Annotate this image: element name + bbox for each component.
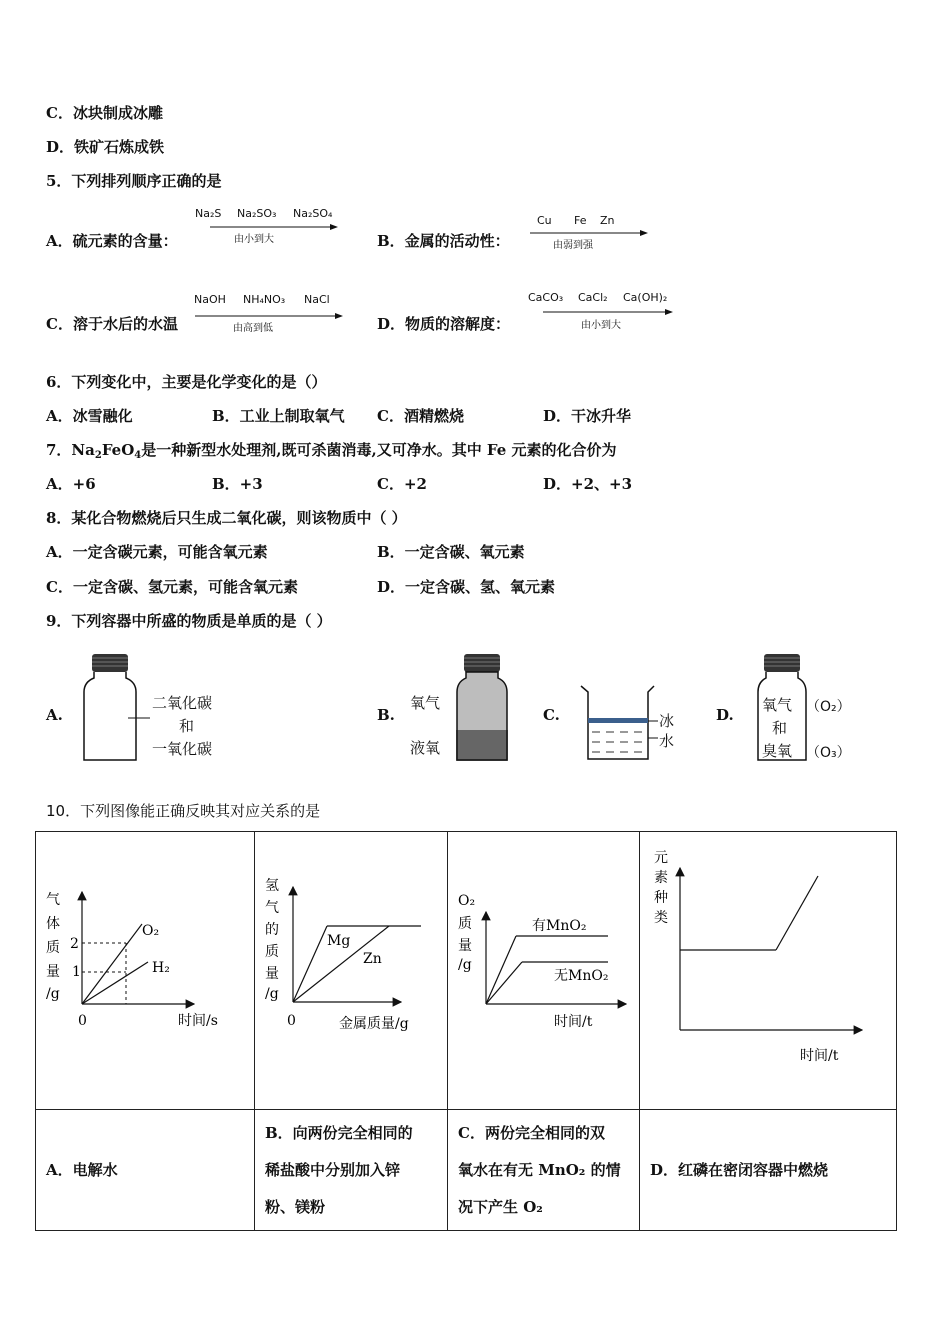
q5-option-c-label: C．溶于水后的水温: [46, 315, 178, 333]
q8-option-a: A．一定含碳元素，可能含氧元素: [46, 543, 268, 561]
q10-a-series-h2: H₂: [152, 960, 170, 976]
q10-graph-c: [448, 832, 639, 1105]
q10-c-ylabel-char: O₂: [458, 893, 476, 909]
q7-stem-part: FeO: [101, 441, 135, 459]
q5-c-arrow-label: 由高到低: [233, 323, 273, 334]
q7-option-d: D．+2、+3: [543, 475, 633, 493]
q6-stem: 6．下列变化中，主要是化学变化的是（）: [46, 373, 327, 391]
q10-b-ylabel-char: 的: [265, 922, 279, 938]
q10-b-series-mg: Mg: [327, 933, 351, 949]
q10-c-ylabel-char: /g: [458, 957, 472, 973]
q10-a-xlabel: 时间/s: [178, 1013, 218, 1029]
q9-d-line1: 氧气: [762, 696, 793, 714]
q10-caption-c-line: C．两份完全相同的双: [458, 1123, 605, 1142]
q10-graph-table: [35, 831, 897, 1231]
q7-option-a: A．+6: [46, 475, 96, 493]
q5-b-arrow-label: 由弱到强: [553, 240, 593, 251]
q10-a-origin: 0: [78, 1013, 87, 1029]
q5-b-item-2: Fe: [574, 214, 587, 227]
q10-caption-d: D．红磷在密闭容器中燃烧: [640, 1110, 897, 1231]
q10-a-tick-2: 2: [70, 936, 79, 952]
q10-graph-b-cell: [255, 832, 448, 1110]
q10-b-ylabel-char: 氢: [265, 878, 279, 894]
q9-d-line3: 臭氧: [762, 742, 793, 760]
q10-c-xlabel: 时间/t: [554, 1014, 593, 1030]
q9-option-c-label: C.: [543, 706, 560, 724]
q6-option-c: C．酒精燃烧: [377, 407, 464, 425]
q10-a-ylabel-char: 气: [46, 892, 60, 908]
q10-graph-a: [36, 832, 254, 1105]
q5-stem: 5．下列排列顺序正确的是: [46, 172, 222, 190]
q10-a-ylabel-char: /g: [46, 986, 60, 1002]
q10-d-xlabel: 时间/t: [800, 1048, 839, 1064]
q10-caption-b-line: B．向两份完全相同的: [265, 1123, 413, 1142]
q9-option-a-label: A.: [46, 706, 63, 724]
q8-option-c: C．一定含碳、氢元素，可能含氧元素: [46, 578, 298, 596]
q9-a-line1: 二氧化碳: [152, 694, 213, 712]
q10-a-ylabel-char: 体: [46, 916, 60, 932]
q10-b-ylabel-char: /g: [265, 986, 279, 1002]
q10-b-ylabel-char: 气: [265, 900, 279, 916]
q10-c-series-with: 有MnO₂: [532, 918, 587, 934]
q10-caption-b-line: 粉、镁粉: [265, 1197, 326, 1216]
q10-a-ylabel-char: 质: [46, 940, 60, 956]
q5-option-a-label: A．硫元素的含量：: [46, 232, 178, 250]
q9-c-beaker-icon: [578, 684, 658, 764]
q5-a-item-3: Na₂SO₄: [293, 207, 333, 220]
q5-a-item-1: Na₂S: [195, 207, 222, 220]
q10-c-ylabel-char: 质: [458, 916, 472, 932]
q7-stem: [46, 439, 617, 461]
q6-option-d: D．干冰升华: [543, 407, 632, 425]
q5-option-d-label: D．物质的溶解度：: [377, 315, 511, 333]
q5-c-item-1: NaOH: [194, 293, 226, 306]
q7-stem-part: 7．Na: [46, 441, 95, 459]
q6-option-b: B．工业上制取氧气: [212, 407, 345, 425]
q7-stem-part: 是一种新型水处理剂,既可杀菌消毒,又可净水。其中 Fe 元素的化合价为: [141, 441, 617, 459]
q5-d-item-2: CaCl₂: [578, 291, 608, 304]
q10-caption-b: [255, 1110, 448, 1231]
q5-a-arrow-icon: [210, 222, 340, 232]
q10-b-ylabel-char: 质: [265, 944, 279, 960]
q5-c-item-2: NH₄NO₃: [243, 293, 286, 306]
q9-a-line3: 一氧化碳: [152, 740, 213, 758]
q8-option-b: B．一定含碳、氧元素: [377, 543, 525, 561]
q5-c-item-3: NaCl: [304, 293, 330, 306]
q10-b-series-zn: Zn: [363, 951, 382, 967]
q10-graph-c-cell: [448, 832, 640, 1110]
q9-option-b-label: B.: [377, 706, 395, 724]
q10-c-series-without: 无MnO₂: [554, 968, 609, 984]
q4-option-d: D．铁矿石炼成铁: [46, 138, 165, 156]
q10-caption-b-line: 稀盐酸中分别加入锌: [265, 1160, 401, 1179]
q5-d-item-1: CaCO₃: [528, 291, 564, 304]
q9-d-formula-o3: （O₃）: [806, 745, 851, 761]
q10-a-ylabel-char: 量: [46, 964, 60, 980]
q6-option-a: A．冰雪融化: [46, 407, 133, 425]
q10-a-tick-1: 1: [72, 964, 81, 980]
q10-caption-a: A．电解水: [36, 1110, 255, 1231]
q5-b-item-1: Cu: [537, 214, 552, 227]
q9-c-water-label: 水: [659, 732, 675, 750]
q9-a-pointer-line: [128, 716, 150, 720]
q5-a-arrow-label: 由小到大: [234, 234, 274, 245]
q10-graph-d-cell: [640, 832, 897, 1110]
q10-c-ylabel-char: 量: [458, 938, 472, 954]
q10-graph-d: [640, 832, 896, 1105]
q9-a-line2: 和: [179, 717, 195, 735]
q10-a-series-o2: O₂: [142, 923, 160, 939]
q10-graph-b: [255, 832, 447, 1105]
q10-stem: 10．下列图像能正确反映其对应关系的是: [46, 802, 321, 820]
q5-b-item-3: Zn: [600, 214, 615, 227]
q10-d-ylabel-char: 类: [654, 910, 668, 926]
q10-d-ylabel-char: 种: [654, 890, 668, 906]
q5-option-b-label: B．金属的活动性：: [377, 232, 510, 250]
q9-d-line2: 和: [772, 719, 788, 737]
q9-b-bottle-icon: [454, 652, 510, 764]
q7-subscript: 4: [134, 450, 142, 461]
q5-a-item-2: Na₂SO₃: [237, 207, 277, 220]
q5-d-arrow-label: 由小到大: [581, 320, 621, 331]
q10-caption-c: [448, 1110, 640, 1231]
q7-subscript: 2: [94, 450, 102, 461]
q4-option-c: C．冰块制成冰雕: [46, 104, 163, 122]
q8-option-d: D．一定含碳、氢、氧元素: [377, 578, 556, 596]
q10-b-origin: 0: [287, 1013, 296, 1029]
q9-a-bottle-icon: [80, 652, 140, 764]
q9-c-ice-label: 冰: [659, 712, 675, 730]
q10-d-ylabel-char: 元: [654, 850, 668, 866]
q9-b-bottom-label: 液氧: [410, 739, 441, 757]
q9-option-d-label: D.: [716, 706, 734, 724]
q10-caption-c-line: 况下产生 O₂: [458, 1197, 543, 1216]
q9-d-formula-o2: （O₂）: [806, 699, 851, 715]
q7-option-b: B．+3: [212, 475, 263, 493]
q10-b-xlabel: 金属质量/g: [339, 1016, 409, 1032]
q8-stem: 8．某化合物燃烧后只生成二氧化碳，则该物质中（ ）: [46, 509, 407, 527]
q9-stem: 9．下列容器中所盛的物质是单质的是（ ）: [46, 612, 332, 630]
q5-d-item-3: Ca(OH)₂: [623, 291, 668, 304]
q7-option-c: C．+2: [377, 475, 427, 493]
q9-b-top-label: 氧气: [410, 694, 441, 712]
q10-d-ylabel-char: 素: [654, 870, 668, 886]
q10-caption-c-line: 氧水在有无 MnO₂ 的情: [458, 1160, 621, 1179]
q10-graph-a-cell: [36, 832, 255, 1110]
q10-b-ylabel-char: 量: [265, 966, 279, 982]
